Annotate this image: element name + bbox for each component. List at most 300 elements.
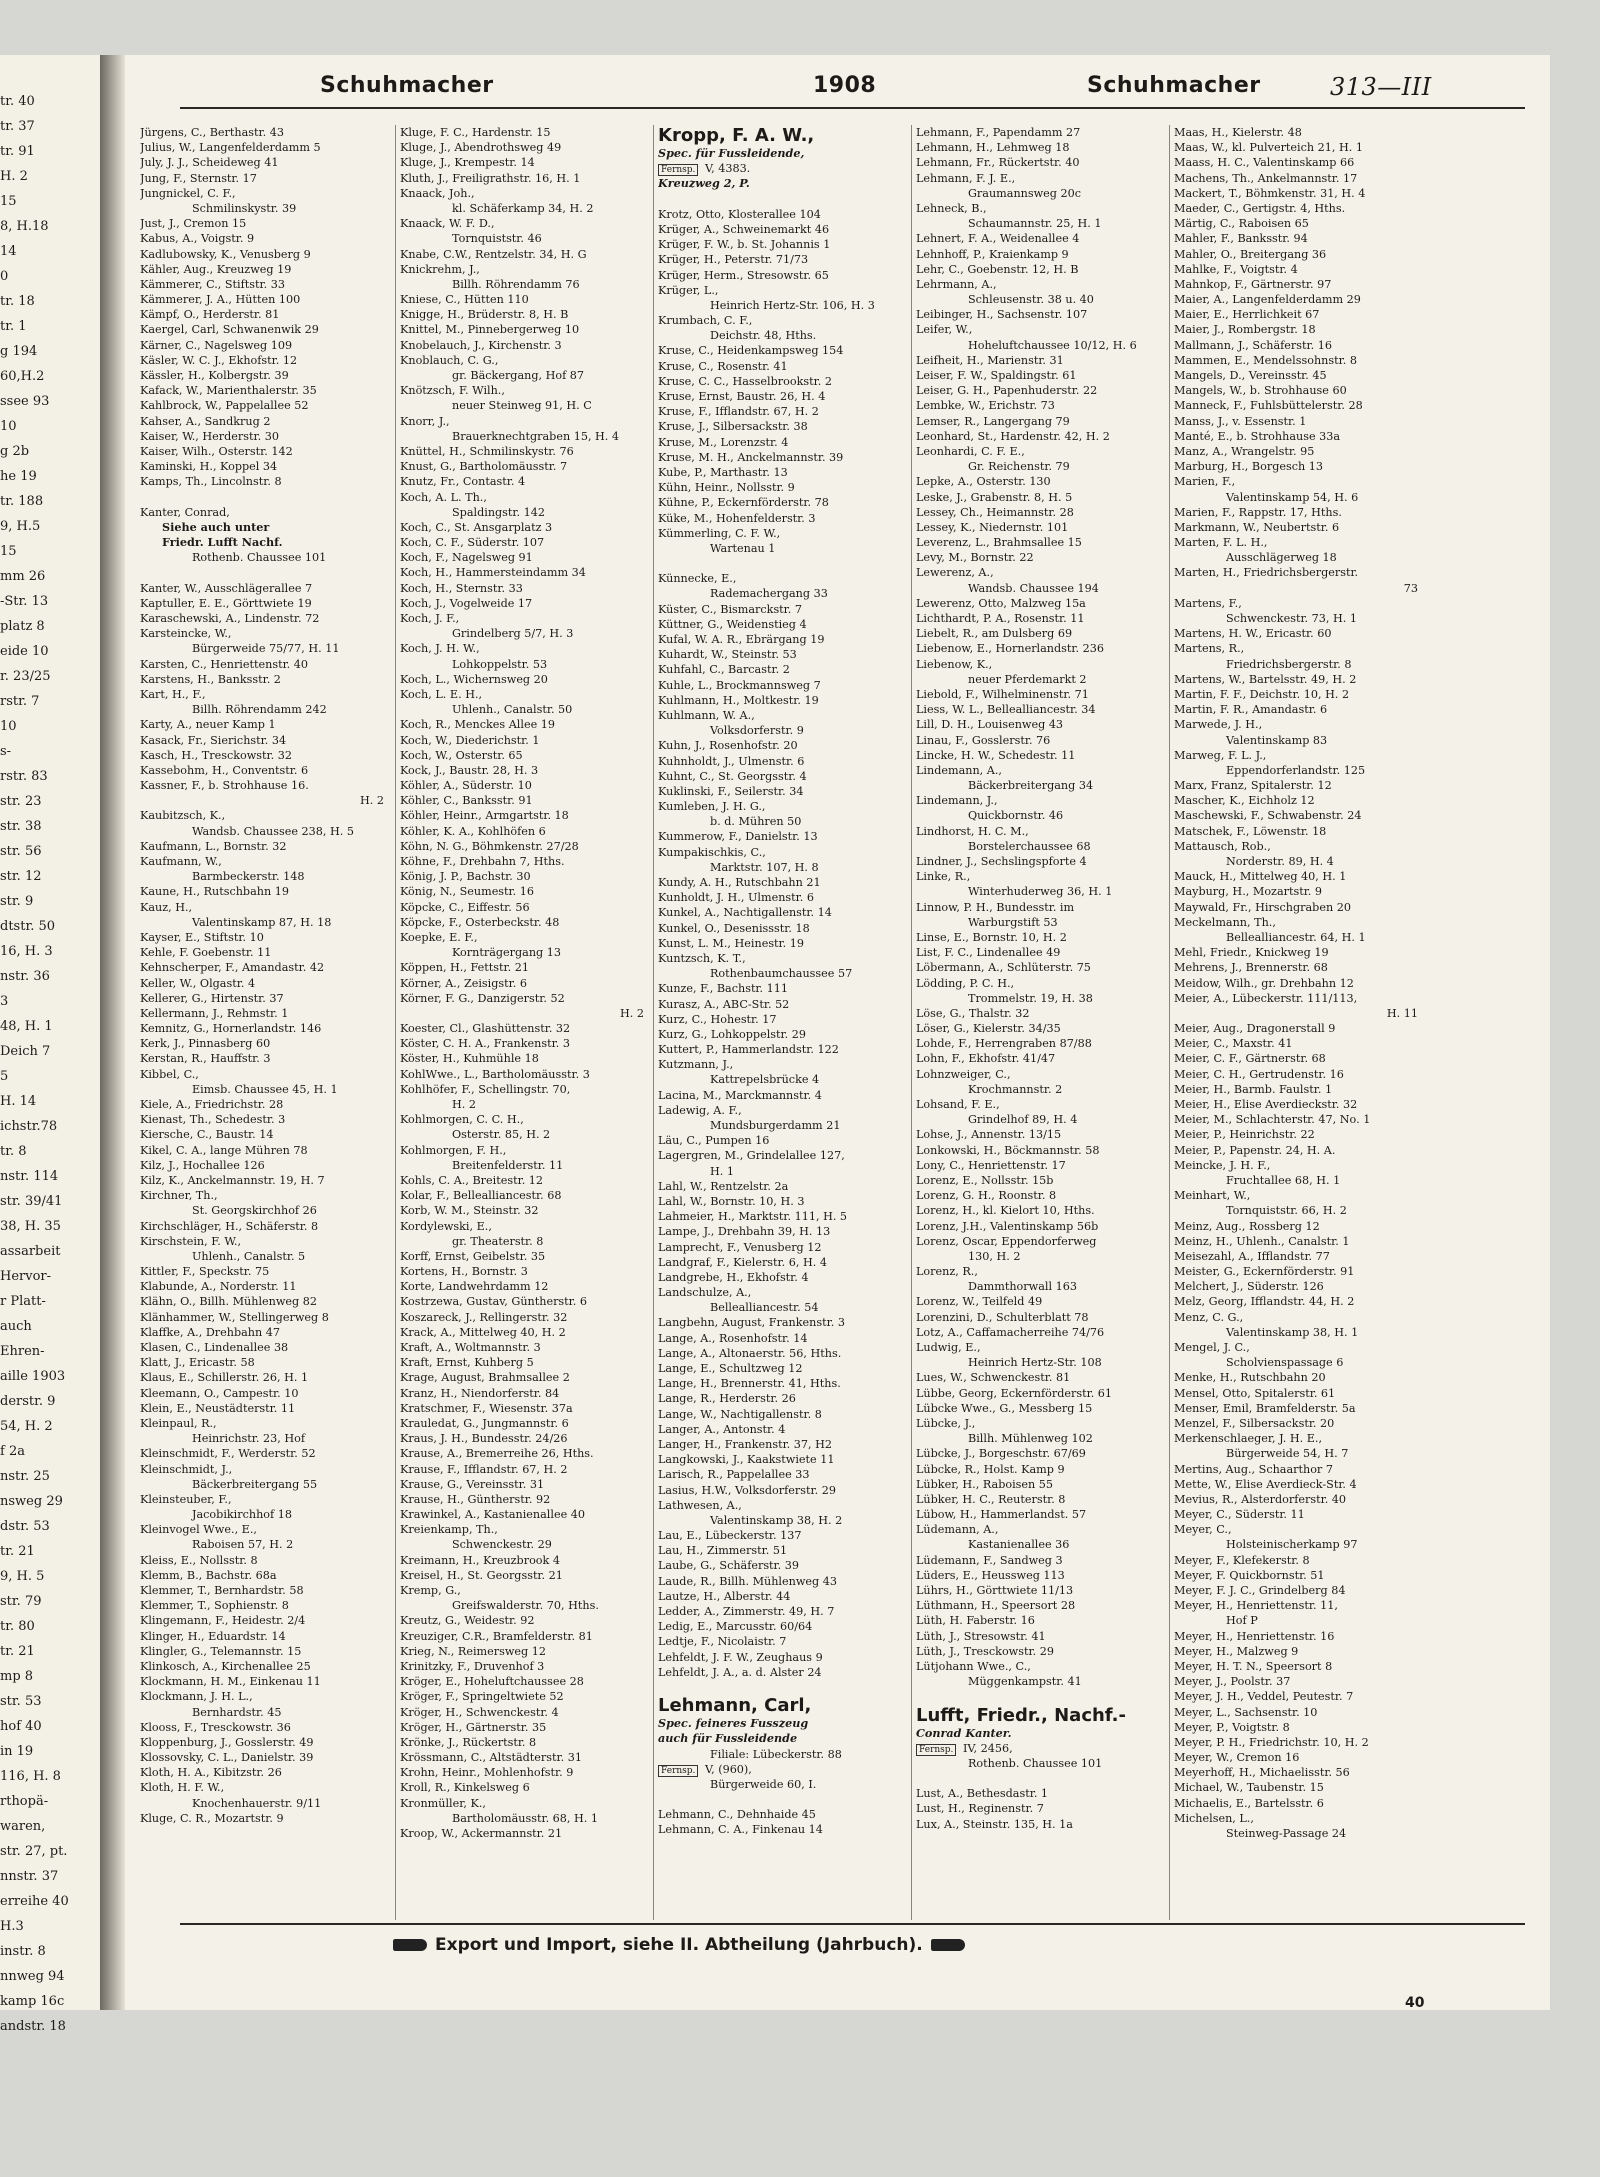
directory-entry: Krause, H., Güntherstr. 92 [400,1492,551,1506]
directory-entry: Meier, H., Elise Averdieckstr. 32 [1174,1098,1358,1111]
entry-continuation: Rothenb. Chaussee 101 [192,551,327,565]
directory-entry: Kloppenburg, J., Gosslerstr. 49 [140,1735,314,1749]
directory-entry: Maass, H. C., Valentinskamp 66 [1174,156,1355,170]
directory-entry: Lux, A., Steinstr. 135, H. 1a [916,1817,1073,1831]
directory-entry: Knittel, M., Pinnebergerweg 10 [400,323,580,337]
directory-entry: Kamps, Th., Lincolnstr. 8 [140,475,282,489]
directory-entry: Kurz, G., Lohkoppelstr. 29 [658,1027,806,1041]
directory-entry: Kunkel, O., Desenissstr. 18 [658,921,810,935]
entry-continuation: Holsteinischerkamp 97 [1226,1538,1358,1552]
directory-entry: Leibinger, H., Sachsenstr. 107 [916,308,1088,322]
directory-entry: Meidow, Wilh., gr. Drehbahn 12 [1174,976,1354,990]
directory-entry: König, J. P., Bachstr. 30 [400,870,531,884]
fragment-text: rthopä- [0,1794,49,1809]
entry-continuation: Osterstr. 85, H. 2 [452,1128,551,1142]
entry-continuation: Eppendorferlandstr. 125 [1226,763,1366,777]
directory-entry: Levy, M., Bornstr. 22 [916,551,1034,565]
entry-continuation: b. d. Mühren 50 [710,815,802,829]
directory-entry: Köhler, A., Süderstr. 10 [400,779,532,793]
directory-entry: Krawinkel, A., Kastanienallee 40 [400,1508,585,1522]
fragment-text: 54, H. 2 [0,1419,53,1434]
directory-entry: Lincke, H. W., Schedestr. 11 [916,748,1076,762]
fragment-text: str. 39/41 [0,1194,63,1209]
entry-continuation: Filiale: Lübeckerstr. 88 [710,1747,842,1761]
footer-rule [180,1923,1525,1925]
directory-entry: Koch, F., Nagelsweg 91 [400,551,533,565]
directory-entry: Meier, P., Heinrichstr. 22 [1174,1128,1315,1142]
entry-continuation: Volksdorferstr. 9 [710,724,804,738]
directory-entry: Maier, J., Rombergstr. 18 [1174,323,1316,337]
directory-entry: Linnow, P. H., Bundesstr. im [916,900,1075,914]
directory-entry: Kafack, W., Marienthalerstr. 35 [140,384,317,398]
directory-entry: KohlWwe., L., Bartholomäusstr. 3 [400,1067,590,1081]
directory-entry: Kerk, J., Pinnasberg 60 [140,1037,271,1051]
entry-continuation: Heinrichstr. 23, Hof [192,1432,306,1446]
directory-entry: Maier, E., Herrlichkeit 67 [1174,308,1320,322]
directory-entry: Klemmer, T., Bernhardstr. 58 [140,1584,304,1597]
directory-entry: Kortens, H., Bornstr. 3 [400,1265,528,1279]
directory-entry: Liebenow, E., Hornerlandstr. 236 [916,642,1104,656]
entry-continuation: Hoheluftchaussee 10/12, H. 6 [968,338,1137,352]
directory-entry: Kruse, M. H., Anckelmannstr. 39 [658,450,844,464]
fragment-text: str. 38 [0,819,42,834]
fragment-text: r. 23/25 [0,669,51,684]
directory-entry: Lessey, Ch., Heimannstr. 28 [916,505,1074,519]
directory-entry: Kleinvogel Wwe., E., [140,1523,257,1537]
directory-entry: Kruse, C., Heidenkampsweg 154 [658,344,844,358]
directory-entry: Klabunde, A., Norderstr. 11 [140,1280,297,1294]
signature-number: 40 [1405,1995,1425,2011]
fragment-text: f 2a [0,1444,25,1459]
directory-entry: Lüth, H. Faberstr. 16 [916,1614,1035,1628]
directory-entry: Lohn, F., Ekhofstr. 41/47 [916,1052,1056,1066]
directory-entry: Kayser, E., Stiftstr. 10 [140,930,264,944]
directory-entry: Lange, H., Brennerstr. 41, Hths. [658,1377,841,1391]
entry-continuation: Bäckerbreitergang 55 [192,1477,318,1491]
directory-entry: Kreutz, G., Weidestr. 92 [400,1614,535,1628]
directory-entry: Landgraf, F., Kielerstr. 6, H. 4 [658,1255,827,1269]
directory-entry: Kaptuller, E. E., Görttwiete 19 [140,596,312,610]
directory-entry: Manss, J., v. Essenstr. 1 [1174,414,1307,428]
directory-entry: Mahler, O., Breitergang 36 [1174,247,1327,261]
directory-entry: Lange, A., Rosenhofstr. 14 [658,1331,808,1345]
directory-entry: Koch, L., Wichernsweg 20 [400,672,548,686]
fragment-text: in 19 [0,1744,34,1759]
directory-entry: Kroll, R., Kinkelsweg 6 [400,1781,530,1795]
directory-entry: Meinz, Aug., Rossberg 12 [1174,1219,1320,1233]
directory-entry: Lange, R., Herderstr. 26 [658,1392,796,1406]
telephone-icon: Fernsp. [916,1744,956,1756]
entry-continuation: H. 11 [1386,1006,1418,1020]
fragment-text: 15 [0,544,17,559]
entry-continuation: Scholvienspassage 6 [1226,1356,1344,1370]
directory-entry: Koch, H., Sternstr. 33 [400,581,523,595]
advertiser-slogan: Spec. feineres Fusszeug [658,1716,809,1731]
directory-entry: Köster, H., Kuhmühle 18 [400,1052,539,1066]
fragment-text: 8, H.18 [0,219,49,234]
directory-entry: Lemser, R., Langergang 79 [916,414,1070,428]
fragment-text: 15 [0,194,17,209]
fragment-text: eide 10 [0,644,49,659]
directory-entry: Kleemann, O., Campestr. 10 [140,1386,299,1400]
directory-entry: Lorenz, H., kl. Kielort 10, Hths. [916,1204,1095,1218]
directory-entry: Kruse, C. C., Hasselbrookstr. 2 [658,374,832,388]
running-head-left: Schuhmacher [320,73,494,98]
directory-entry: Mayburg, H., Mozartstr. 9 [1174,885,1323,899]
directory-entry: Koch, R., Menckes Allee 19 [400,718,555,732]
directory-entry: Kumpakischkis, C., [658,845,766,859]
directory-entry: Kock, J., Baustr. 28, H. 3 [400,763,539,777]
fragment-text: str. 12 [0,869,42,884]
directory-entry: Lorenz, J.H., Valentinskamp 56b [916,1219,1099,1233]
fragment-text: tr. 188 [0,494,44,509]
entry-continuation: Eimsb. Chaussee 45, H. 1 [192,1082,338,1096]
directory-entry: König, N., Seumestr. 16 [400,885,535,899]
directory-entry: Kemnitz, G., Hornerlandstr. 146 [140,1022,322,1036]
directory-entry: Lust, A., Bethesdastr. 1 [916,1787,1049,1801]
directory-entry: Martens, F., [1174,596,1242,610]
directory-entry: Meier, M., Schlachterstr. 47, No. 1 [1174,1113,1371,1127]
directory-entry: Langbehn, August, Frankenstr. 3 [658,1316,845,1330]
directory-entry: Lange, W., Nachtigallenstr. 8 [658,1407,822,1421]
fragment-text: nstr. 25 [0,1469,50,1484]
fragment-text: H. 2 [0,169,28,184]
directory-entry: Lehfeldt, J. A., a. d. Alster 24 [658,1665,822,1679]
directory-entry: Martens, H. W., Ericastr. 60 [1174,627,1332,641]
entry-continuation: H. 2 [452,1098,476,1111]
directory-entry: Julius, W., Langenfelderdamm 5 [140,141,321,155]
entry-continuation: Bellealliancestr. 54 [710,1301,819,1315]
directory-entry: Lorenz, R., [916,1265,978,1279]
directory-page [125,55,1550,2010]
directory-entry: Lony, C., Henriettenstr. 17 [916,1158,1066,1172]
directory-entry: Lorenz, G. H., Roonstr. 8 [916,1189,1057,1203]
directory-entry: Meyer, H., Henriettenstr. 16 [1174,1629,1335,1643]
directory-entry: Kruse, J., Silbersackstr. 38 [658,420,808,434]
directory-entry: Kleiss, E., Nollsstr. 8 [140,1553,258,1567]
directory-entry: Kabus, A., Voigstr. 9 [140,232,255,246]
directory-entry: Kümmerling, C. F. W., [658,526,781,540]
directory-entry: Kröger, F., Springeltwiete 52 [400,1690,564,1704]
directory-entry: Menser, Emil, Bramfelderstr. 5a [1174,1401,1356,1415]
directory-entry: Kostrzewa, Gustav, Güntherstr. 6 [400,1295,588,1309]
directory-entry: Meinz, H., Uhlenh., Canalstr. 1 [1174,1234,1350,1248]
entry-continuation: Barmbeckerstr. 148 [192,870,305,884]
directory-entry: Löse, G., Thalstr. 32 [916,1006,1030,1020]
directory-entry: Kuklinski, F., Seilerstr. 34 [658,784,804,798]
directory-entry: Läu, C., Pumpen 16 [658,1134,770,1148]
fragment-text: tr. 18 [0,294,35,309]
fragment-text: nsweg 29 [0,1494,63,1509]
directory-entry: Ludwig, E., [916,1341,981,1354]
directory-entry: Kronmüller, K., [400,1796,486,1810]
directory-entry: Karty, A., neuer Kamp 1 [140,718,276,732]
directory-entry: Lindner, J., Sechslingspforte 4 [916,855,1087,868]
spacer [658,556,906,571]
directory-entry: Kummerow, F., Danielstr. 13 [658,830,818,844]
directory-entry: Lewerenz, Otto, Malzweg 15a [916,596,1086,610]
directory-entry: Lepke, A., Osterstr. 130 [916,475,1051,489]
fragment-text: H.3 [0,1919,24,1934]
directory-entry: Kuntzsch, K. T., [658,951,746,965]
directory-entry: Lehmann, H., Lehmweg 18 [916,141,1070,155]
directory-entry: Lindemann, J., [916,794,998,808]
directory-entry: Lehnhoff, P., Kraienkamp 9 [916,247,1069,261]
directory-entry: Lührs, H., Görttwiete 11/13 [916,1584,1074,1597]
directory-entry: Köppen, H., Fettstr. 21 [400,961,529,975]
fragment-text: Hervor- [0,1269,52,1284]
telephone-line: Fernsp. IV, 2456, [916,1741,1164,1756]
directory-entry: Mahler, F., Banksstr. 94 [1174,232,1308,246]
advertiser-name: Lufft, Friedr., Nachf.- [916,1704,1126,1726]
directory-entry: Kaufmann, L., Bornstr. 32 [140,839,287,853]
directory-entry: Lampe, J., Drehbahn 39, H. 13 [658,1225,831,1239]
directory-entry: Knobelauch, J., Kirchenstr. 3 [400,338,562,352]
directory-entry: Kasch, H., Tresckowstr. 32 [140,748,293,762]
directory-entry: Kibbel, C., [140,1067,199,1081]
directory-entry: Maas, W., kl. Pulverteich 21, H. 1 [1174,141,1363,155]
entry-continuation: Borstelerchaussee 68 [968,839,1091,853]
directory-entry: Köster, C. H. A., Frankenstr. 3 [400,1037,570,1051]
directory-entry: Karsten, C., Henriettenstr. 40 [140,657,309,671]
directory-entry: Kirchschläger, H., Schäferstr. 8 [140,1219,319,1233]
directory-entry: Kuttert, P., Hammerlandstr. 122 [658,1043,839,1057]
column-divider [653,125,654,1920]
directory-entry: Lichthardt, P. A., Rosenstr. 11 [916,612,1085,625]
directory-entry: Lessey, K., Niedernstr. 101 [916,520,1069,534]
entry-continuation: Jacobikirchhof 18 [192,1508,292,1522]
entry-continuation: Kattrepelsbrücke 4 [710,1073,820,1087]
directory-entry: Koester, Cl., Glashüttenstr. 32 [400,1022,571,1036]
entry-continuation: Graumannsweg 20c [968,186,1082,200]
fragment-text: tr. 1 [0,319,27,334]
directory-entry: Marweg, F. L. J., [1174,748,1267,762]
directory-entry: Laube, G., Schäferstr. 39 [658,1559,800,1573]
directory-entry: Mangels, D., Vereinsstr. 45 [1174,369,1327,382]
directory-entry: Koch, L. E. H., [400,687,483,701]
directory-entry: Maywald, Fr., Hirschgraben 20 [1174,900,1351,914]
directory-entry: Kufal, W. A. R., Ebrärgang 19 [658,633,825,646]
fragment-text: tr. 21 [0,1644,35,1659]
entry-continuation: Schaumannstr. 25, H. 1 [968,217,1102,231]
entry-continuation: H. 2 [620,1006,644,1020]
directory-entry: Krause, G., Vereinsstr. 31 [400,1477,545,1491]
directory-entry: Lübbe, Georg, Eckernförderstr. 61 [916,1386,1113,1400]
directory-entry: Martens, R., [1174,642,1245,656]
directory-entry: Lüth, J., Tresckowstr. 29 [916,1644,1054,1658]
directory-entry: Lübow, H., Hammerlandst. 57 [916,1508,1087,1522]
directory-entry: Mahnkop, F., Gärtnerstr. 97 [1174,277,1332,291]
directory-entry: Meyer, J., Poolstr. 37 [1174,1675,1291,1689]
directory-entry: Kreuziger, C.R., Bramfelderstr. 81 [400,1629,593,1643]
fragment-text: 10 [0,419,17,434]
directory-entry: Kunst, L. M., Heinestr. 19 [658,936,805,950]
directory-entry: Langer, A., Antonstr. 4 [658,1422,786,1436]
fragment-text: assarbeit [0,1244,61,1259]
spacer [916,1689,1164,1704]
directory-entry: Meier, H., Barmb. Faulstr. 1 [1174,1082,1333,1096]
directory-entry: Koch, C. F., Süderstr. 107 [400,536,545,550]
directory-entry: Meyer, H., Henriettenstr. 11, [1174,1599,1338,1613]
directory-entry: Kloth, H. F. W., [140,1781,225,1795]
directory-entry: Lohnzweiger, C., [916,1067,1011,1081]
entry-continuation: Raboisen 57, H. 2 [192,1538,294,1552]
directory-entry: Krüger, A., Schweinemarkt 46 [658,222,830,236]
column-2 [400,125,648,1841]
directory-entry: Kellermann, J., Rehmstr. 1 [140,1006,289,1020]
directory-entry: Kart, H., F., [140,687,206,701]
entry-continuation: Quickbornstr. 46 [968,809,1064,823]
directory-entry: Kässler, H., Kolbergstr. 39 [140,369,289,382]
directory-entry: Kundy, A. H., Rutschbahn 21 [658,876,821,889]
directory-entry: Köpcke, F., Osterbeckstr. 48 [400,915,560,929]
directory-entry: Mehl, Friedr., Knickweg 19 [1174,946,1329,960]
directory-entry: Kähler, Aug., Kreuzweg 19 [140,262,292,276]
directory-entry: Kruse, M., Lorenzstr. 4 [658,435,789,449]
entry-continuation: Steinweg-Passage 24 [1226,1827,1347,1840]
directory-entry: Karaschewski, A., Lindenstr. 72 [140,612,320,625]
entry-continuation: Trommelstr. 19, H. 38 [968,991,1093,1005]
directory-entry: Mette, W., Elise Averdieck-Str. 4 [1174,1477,1357,1491]
directory-entry: Kuhle, L., Brockmannsweg 7 [658,678,821,692]
directory-entry: Kruse, C., Rosenstr. 41 [658,359,788,373]
directory-entry: Kreienkamp, Th., [400,1523,498,1537]
directory-entry: Lübcke Wwe., G., Messberg 15 [916,1401,1093,1415]
directory-entry: Klänhammer, W., Stellingerweg 8 [140,1310,329,1324]
entry-continuation: Bellealliancestr. 64, H. 1 [1226,930,1366,944]
directory-entry: Kroop, W., Ackermannstr. 21 [400,1827,563,1840]
telephone-line: Fernsp. V, 4383. [658,161,906,176]
directory-entry: Kröger, E., Hoheluftchaussee 28 [400,1675,584,1689]
directory-entry: Kuhnholdt, J., Ulmenstr. 6 [658,754,805,768]
directory-entry: Leske, J., Grabenstr. 8, H. 5 [916,490,1073,504]
directory-entry: Meyer, H. T. N., Speersort 8 [1174,1659,1333,1673]
fragment-text: 38, H. 35 [0,1219,61,1234]
entry-continuation: Uhlenh., Canalstr. 50 [452,703,573,717]
directory-entry: Lorenz, E., Nollsstr. 15b [916,1173,1054,1187]
directory-entry: Klossovsky, C. L., Danielstr. 39 [140,1751,314,1765]
directory-entry: List, F. C., Lindenallee 49 [916,946,1061,960]
directory-entry: Meyer, F. J. C., Grindelberg 84 [1174,1584,1346,1597]
directory-entry: Kruse, F., Ifflandstr. 67, H. 2 [658,405,819,419]
fragment-text: tr. 21 [0,1544,35,1559]
directory-entry: Kloth, H. A., Kibitzstr. 26 [140,1766,282,1780]
directory-entry: Kumleben, J. H. G., [658,800,766,814]
directory-entry: Küke, M., Hohenfelderstr. 3 [658,511,816,525]
directory-entry: Kleinschmidt, J., [140,1462,233,1476]
directory-entry: Mascher, K., Eichholz 12 [1174,794,1315,808]
directory-entry: Kruse, Ernst, Baustr. 26, H. 4 [658,390,826,403]
entry-continuation: Rothenbaumchaussee 57 [710,967,853,981]
directory-entry: Liebelt, R., am Dulsberg 69 [916,627,1073,641]
directory-entry: Lange, A., Altonaerstr. 56, Hths. [658,1346,842,1360]
directory-entry: Kluth, J., Freiligrathstr. 16, H. 1 [400,171,581,185]
entry-continuation: Lohkoppelstr. 53 [452,657,548,671]
directory-entry: Kröger, H., Schwenckestr. 4 [400,1705,559,1719]
entry-continuation: Hof P [1226,1614,1258,1628]
directory-entry: Krohn, Heinr., Mohlenhofstr. 9 [400,1766,574,1780]
directory-entry: Lohde, F., Herrengraben 87/88 [916,1037,1092,1051]
fragment-text: tr. 37 [0,119,35,134]
book-gutter [100,55,125,2010]
directory-entry: Kuhn, J., Rosenhofstr. 20 [658,739,798,753]
entry-continuation: H. 1 [710,1164,734,1178]
directory-entry: Kirchner, Th., [140,1189,218,1203]
directory-entry: Meyer, F., Klefekerstr. 8 [1174,1553,1310,1567]
entry-continuation: Rademachergang 33 [710,587,828,601]
directory-entry: Kniese, C., Hütten 110 [400,293,529,307]
column-divider [395,125,396,1920]
directory-entry: Kunholdt, J. H., Ulmenstr. 6 [658,891,814,905]
fragment-text: str. 53 [0,1694,42,1709]
directory-entry: Lahl, W., Rentzelstr. 2a [658,1179,789,1193]
entry-continuation: Tornquiststr. 66, H. 2 [1226,1204,1347,1218]
entry-continuation: 130, H. 2 [968,1249,1021,1263]
directory-entry: Lübcke, J., Borgeschstr. 67/69 [916,1447,1086,1461]
directory-entry: Martens, W., Bartelsstr. 49, H. 2 [1174,672,1357,686]
directory-entry: Leifheit, H., Marienstr. 31 [916,353,1064,367]
directory-entry: Meyer, C., Süderstr. 11 [1174,1508,1305,1522]
entry-continuation: Breitenfelderstr. 11 [452,1158,564,1172]
directory-entry: Ledtje, F., Nicolaistr. 7 [658,1635,787,1649]
directory-entry: Lautze, H., Alberstr. 44 [658,1589,791,1603]
entry-continuation: Schmilinskystr. 39 [192,201,297,215]
fragment-text: platz 8 [0,619,45,634]
entry-continuation: Greifswalderstr. 70, Hths. [452,1599,599,1613]
entry-continuation: Krochmannstr. 2 [968,1082,1063,1096]
spacer [916,1771,1164,1786]
directory-entry: Menke, H., Rutschbahn 20 [1174,1371,1326,1385]
fragment-text: Ehren- [0,1344,45,1359]
directory-entry: Lotz, A., Caffamacherreihe 74/76 [916,1325,1105,1339]
directory-entry: Menz, C. G., [1174,1310,1244,1324]
directory-entry: Lüthmann, H., Speersort 28 [916,1599,1076,1613]
directory-entry: Lill, D. H., Louisenweg 43 [916,718,1064,732]
directory-entry: Liess, W. L., Bellealliancestr. 34 [916,703,1096,717]
directory-entry: Koch, J., Vogelweide 17 [400,596,533,610]
entry-continuation: Valentinskamp 38, H. 1 [1226,1325,1359,1339]
entry-continuation: kl. Schäferkamp 34, H. 2 [452,201,594,215]
directory-entry: Klingler, G., Telemannstr. 15 [140,1644,302,1658]
fragment-text: g 194 [0,344,38,359]
entry-continuation: Bürgerweide 75/77, H. 11 [192,642,340,656]
column-divider [911,125,912,1920]
directory-entry: Jungnickel, C. F., [140,186,236,200]
fragment-text: 48, H. 1 [0,1019,53,1034]
fragment-text: nstr. 36 [0,969,50,984]
directory-entry: Kämmerer, C., Stiftstr. 33 [140,277,285,291]
fragment-text: Deich 7 [0,1044,51,1059]
entry-continuation: Billh. Mühlenweg 102 [968,1432,1093,1446]
directory-entry: Kämmerer, J. A., Hütten 100 [140,293,301,307]
directory-entry: Klähn, O., Billh. Mühlenweg 82 [140,1295,318,1309]
directory-entry: Keller, W., Olgastr. 4 [140,976,256,990]
directory-entry: Jung, F., Sternstr. 17 [140,171,257,185]
entry-continuation: Fruchtallee 68, H. 1 [1226,1173,1341,1187]
running-head-year: 1908 [813,73,877,98]
entry-continuation: Valentinskamp 54, H. 6 [1226,490,1359,504]
fragment-text: mp 8 [0,1669,34,1684]
entry-continuation: 73 [1403,581,1418,595]
directory-entry: Kleinsteuber, F., [140,1492,232,1506]
entry-continuation: Dammthorwall 163 [968,1280,1077,1294]
directory-entry: Klemmer, T., Sophienstr. 8 [140,1599,289,1613]
spacer [140,565,388,580]
directory-entry: Lüth, J., Stresowstr. 41 [916,1629,1046,1643]
directory-entry: Leiser, G. H., Papenhuderstr. 22 [916,384,1098,398]
directory-entry: Lehmann, Fr., Rückertstr. 40 [916,156,1080,170]
directory-entry: Meckelmann, Th., [1174,915,1276,929]
